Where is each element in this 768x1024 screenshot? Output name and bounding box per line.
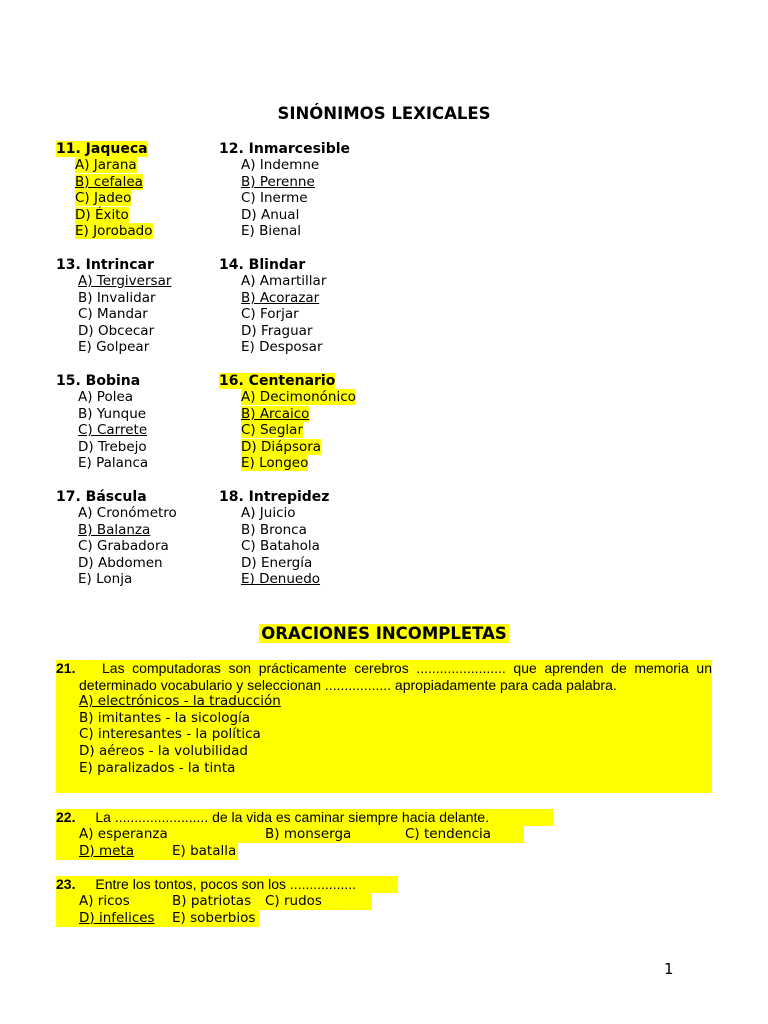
option-correct: A) Tergiversar — [78, 273, 172, 289]
question-17-head: 17. Báscula — [56, 489, 147, 505]
question-14-head: 14. Blindar — [219, 257, 306, 273]
option-correct: D) infelices — [79, 909, 155, 926]
question-11-head: 11. Jaqueca — [56, 141, 148, 157]
option-correct: E) Denuedo — [241, 571, 321, 588]
option: E) paralizados - la tinta — [79, 759, 236, 776]
option-correct: D) meta — [79, 842, 134, 859]
option: A) esperanza — [79, 825, 168, 842]
question-11 — [56, 141, 153, 240]
option: E) Longeo — [241, 455, 309, 472]
option: A) ricos — [79, 892, 130, 909]
option: A) Amartillar — [241, 273, 327, 289]
option: D) Éxito — [75, 206, 129, 223]
option: C) Grabadora — [78, 538, 169, 555]
option-correct: B) Arcaico — [241, 405, 310, 422]
option-correct: B) Acorazar — [241, 289, 320, 306]
option: C) Jadeo — [75, 190, 132, 207]
option: C) interesantes - la política — [79, 726, 261, 743]
question-12-head: 12. Inmarcesible — [219, 141, 351, 157]
option: B) Yunque — [78, 405, 147, 422]
option: D) Diápsora — [241, 438, 322, 455]
option: C) Mandar — [78, 306, 148, 323]
option: B) Bronca — [241, 521, 307, 538]
question-16 — [219, 373, 356, 472]
option-correct: B) cefalea — [75, 173, 143, 190]
option: E) Desposar — [241, 339, 323, 356]
question-23-number: 23. — [56, 876, 76, 892]
question-14 — [219, 257, 326, 356]
option: A) Polea — [78, 389, 134, 405]
question-21-text: Las computadoras son prácticamente cerebros ....................... que aprenden de memoria un determinado vocabulario y seleccionan ................. apropiadamente para cada palabra. — [79, 660, 712, 693]
option: C) Forjar — [241, 306, 299, 323]
option: A) Cronómetro — [78, 505, 177, 521]
question-13 — [56, 257, 171, 356]
option: D) Fraguar — [241, 322, 313, 339]
question-22-number: 22. — [56, 809, 76, 825]
option: D) aéreos - la volubilidad — [79, 742, 248, 759]
question-22-text: La ........................ de la vida es caminar siempre hacia delante. — [95, 809, 490, 825]
question-12 — [219, 141, 350, 240]
question-21-number: 21. — [56, 660, 76, 676]
question-21 — [56, 660, 712, 776]
question-18-head: 18. Intrepidez — [219, 489, 330, 505]
option: E) soberbios — [172, 909, 256, 926]
option: B) Invalidar — [78, 289, 156, 306]
question-22 — [56, 809, 492, 860]
option: E) Palanca — [78, 455, 149, 472]
question-23 — [56, 876, 356, 927]
option: A) Juicio — [241, 505, 296, 521]
section-title-synonyms: SINÓNIMOS LEXICALES — [277, 104, 491, 123]
option: A) Jarana — [75, 157, 137, 173]
option: E) batalla — [172, 842, 237, 859]
question-16-head: 16. Centenario — [219, 373, 336, 389]
option: C) Batahola — [241, 538, 320, 555]
option: D) Energía — [241, 554, 313, 571]
option: D) Obcecar — [78, 322, 155, 339]
option-correct: B) Perenne — [241, 173, 315, 190]
option: D) Trebejo — [78, 438, 147, 455]
option: A) Indemne — [241, 157, 320, 173]
question-13-head: 13. Intrincar — [56, 257, 154, 273]
option-correct: C) Carrete — [78, 422, 148, 439]
question-15-head: 15. Bobina — [56, 373, 141, 389]
option: D) Abdomen — [78, 554, 163, 571]
question-17 — [56, 489, 177, 588]
option: C) rudos — [265, 892, 322, 909]
question-15 — [56, 373, 148, 472]
option: A) Decimonónico — [241, 389, 356, 405]
option: B) patriotas — [172, 892, 252, 909]
page-number: 1 — [664, 960, 674, 978]
section-title-incomplete: ORACIONES INCOMPLETAS — [261, 624, 507, 643]
option: E) Golpear — [78, 339, 150, 356]
option: D) Anual — [241, 206, 300, 223]
option: E) Jorobado — [75, 223, 153, 240]
option: C) Inerme — [241, 190, 308, 207]
option: E) Bienal — [241, 223, 301, 240]
question-23-text: Entre los tontos, pocos son los ................. — [95, 876, 357, 892]
option: C) Seglar — [241, 422, 304, 439]
option-correct: B) Balanza — [78, 521, 151, 538]
question-18 — [219, 489, 329, 588]
option: C) tendencia — [405, 825, 492, 842]
option: B) imitantes - la sicología — [79, 709, 251, 726]
option: E) Lonja — [78, 571, 133, 588]
option-correct: A) electrónicos - la traducción — [79, 693, 281, 710]
option: B) monserga — [265, 825, 352, 842]
